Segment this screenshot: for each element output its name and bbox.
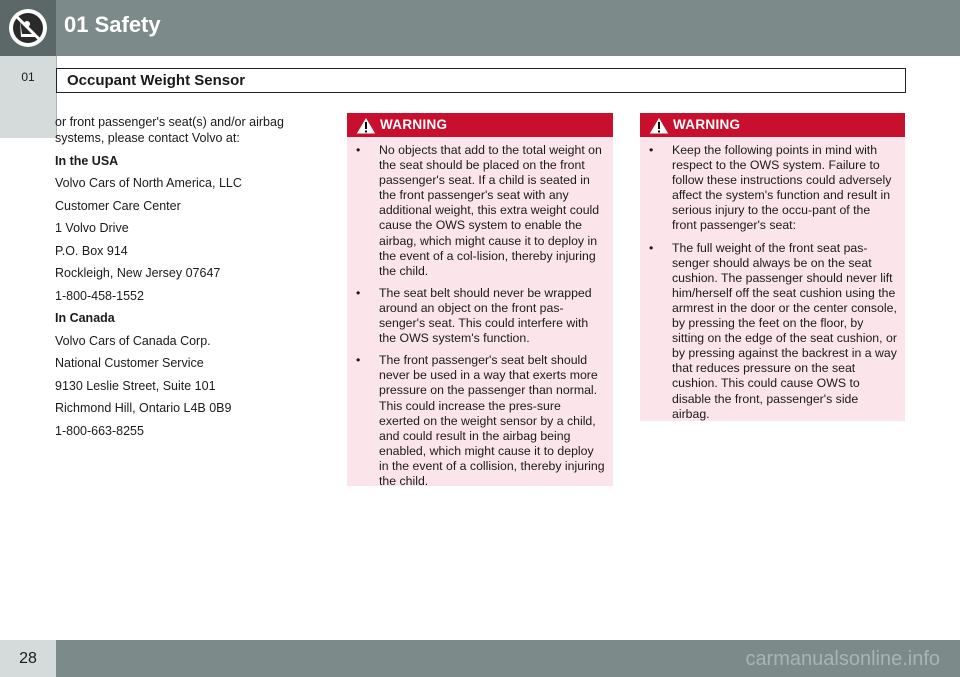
warning-item (640, 143, 897, 234)
chapter-side-tab (0, 56, 57, 138)
warning-title: WARNING (673, 117, 741, 132)
warning-title: WARNING (380, 117, 448, 132)
bullet-icon: • (649, 240, 654, 255)
section-title: Occupant Weight Sensor (67, 72, 246, 89)
contact-line: or front passenger's seat(s) and/or airbag systems, please contact Volvo at: (55, 115, 284, 145)
chapter-number: 01 (21, 70, 35, 84)
warning-item (347, 286, 605, 346)
bullet-icon: • (356, 143, 361, 157)
contact-line: Rockleigh, New Jersey 07647 (55, 266, 221, 280)
warning-box-2 (640, 113, 905, 421)
warning-item (347, 143, 605, 279)
warning-header (640, 113, 905, 137)
contact-line: Richmond Hill, Ontario L4B 0B9 (55, 401, 232, 415)
contact-line: P.O. Box 914 (55, 243, 128, 258)
contact-line: 1-800-663-8255 (55, 423, 144, 438)
warning-triangle-icon (648, 116, 670, 135)
page-number-box (0, 640, 56, 677)
region-heading: In Canada (55, 311, 115, 325)
warning-item-text: Keep the following points in mind with respect to the OWS system. Failure to follow these instructions could adversely affect the system's function and result in serious injury to the occu-pant of the front passenger's seat: (672, 143, 892, 233)
chapter-title: 01 Safety (64, 12, 161, 37)
warning-item (347, 353, 605, 489)
warning-item-text: The full weight of the front seat pas-senger should always be on the seat cushion. The passenger should never lift him/herself off the seat cushion using the armrest in the door or the center console, by pressing the feet on the floor, by sitting on the edge of the seat cushion, or by pressing against the backrest in a way that reduces pressure on the seat cushion. This could cause OWS to disable the front, passenger's side airbag. (672, 240, 897, 421)
section-heading-box (56, 68, 906, 93)
contact-line: 9130 Leslie Street, Suite 101 (55, 378, 216, 393)
region-heading: In the USA (55, 153, 119, 168)
chapter-icon-box (0, 0, 56, 56)
warning-item-text: The seat belt should never be wrapped around an object on the front pas-senger's seat. This could interfere with the OWS system's function. (379, 285, 592, 346)
contact-line: Volvo Cars of Canada Corp. (55, 333, 211, 348)
bullet-icon: • (356, 285, 361, 300)
bullet-icon: • (356, 353, 361, 368)
warning-list (347, 137, 613, 506)
warning-item-text: The front passenger's seat belt should never be used in a way that exerts more pressure on the passenger than normal. This could increase the pres-sure exerted on the weight sensor by a child, and could result in the airbag being enabled, which might cause it to deploy in the event of a collision, thereby injuring the child. (379, 353, 605, 488)
warning-list (640, 137, 905, 439)
contact-column (55, 114, 315, 445)
warning-item-text: No objects that add to the total weight on the seat should be placed on the front passenger's seat. If a child is seated in the front passenger's seat with any additional weight, this extra weight could cause the OWS system to enable the airbag, which might cause it to deploy in the event of a col-lision, thereby injuring the child. (379, 143, 602, 278)
warning-header (347, 113, 613, 137)
warning-item (640, 241, 897, 422)
contact-line: Customer Care Center (55, 198, 181, 213)
watermark: carmanualsonline.info (745, 648, 940, 670)
bullet-icon: • (649, 143, 654, 157)
no-child-seat-icon (0, 0, 56, 56)
warning-box-1 (347, 113, 613, 486)
warning-triangle-icon (355, 116, 377, 135)
contact-line: National Customer Service (55, 356, 204, 370)
contact-line: 1-800-458-1552 (55, 288, 144, 303)
contact-line: 1 Volvo Drive (55, 221, 129, 235)
page-number: 28 (19, 650, 37, 667)
contact-line: Volvo Cars of North America, LLC (55, 176, 242, 190)
